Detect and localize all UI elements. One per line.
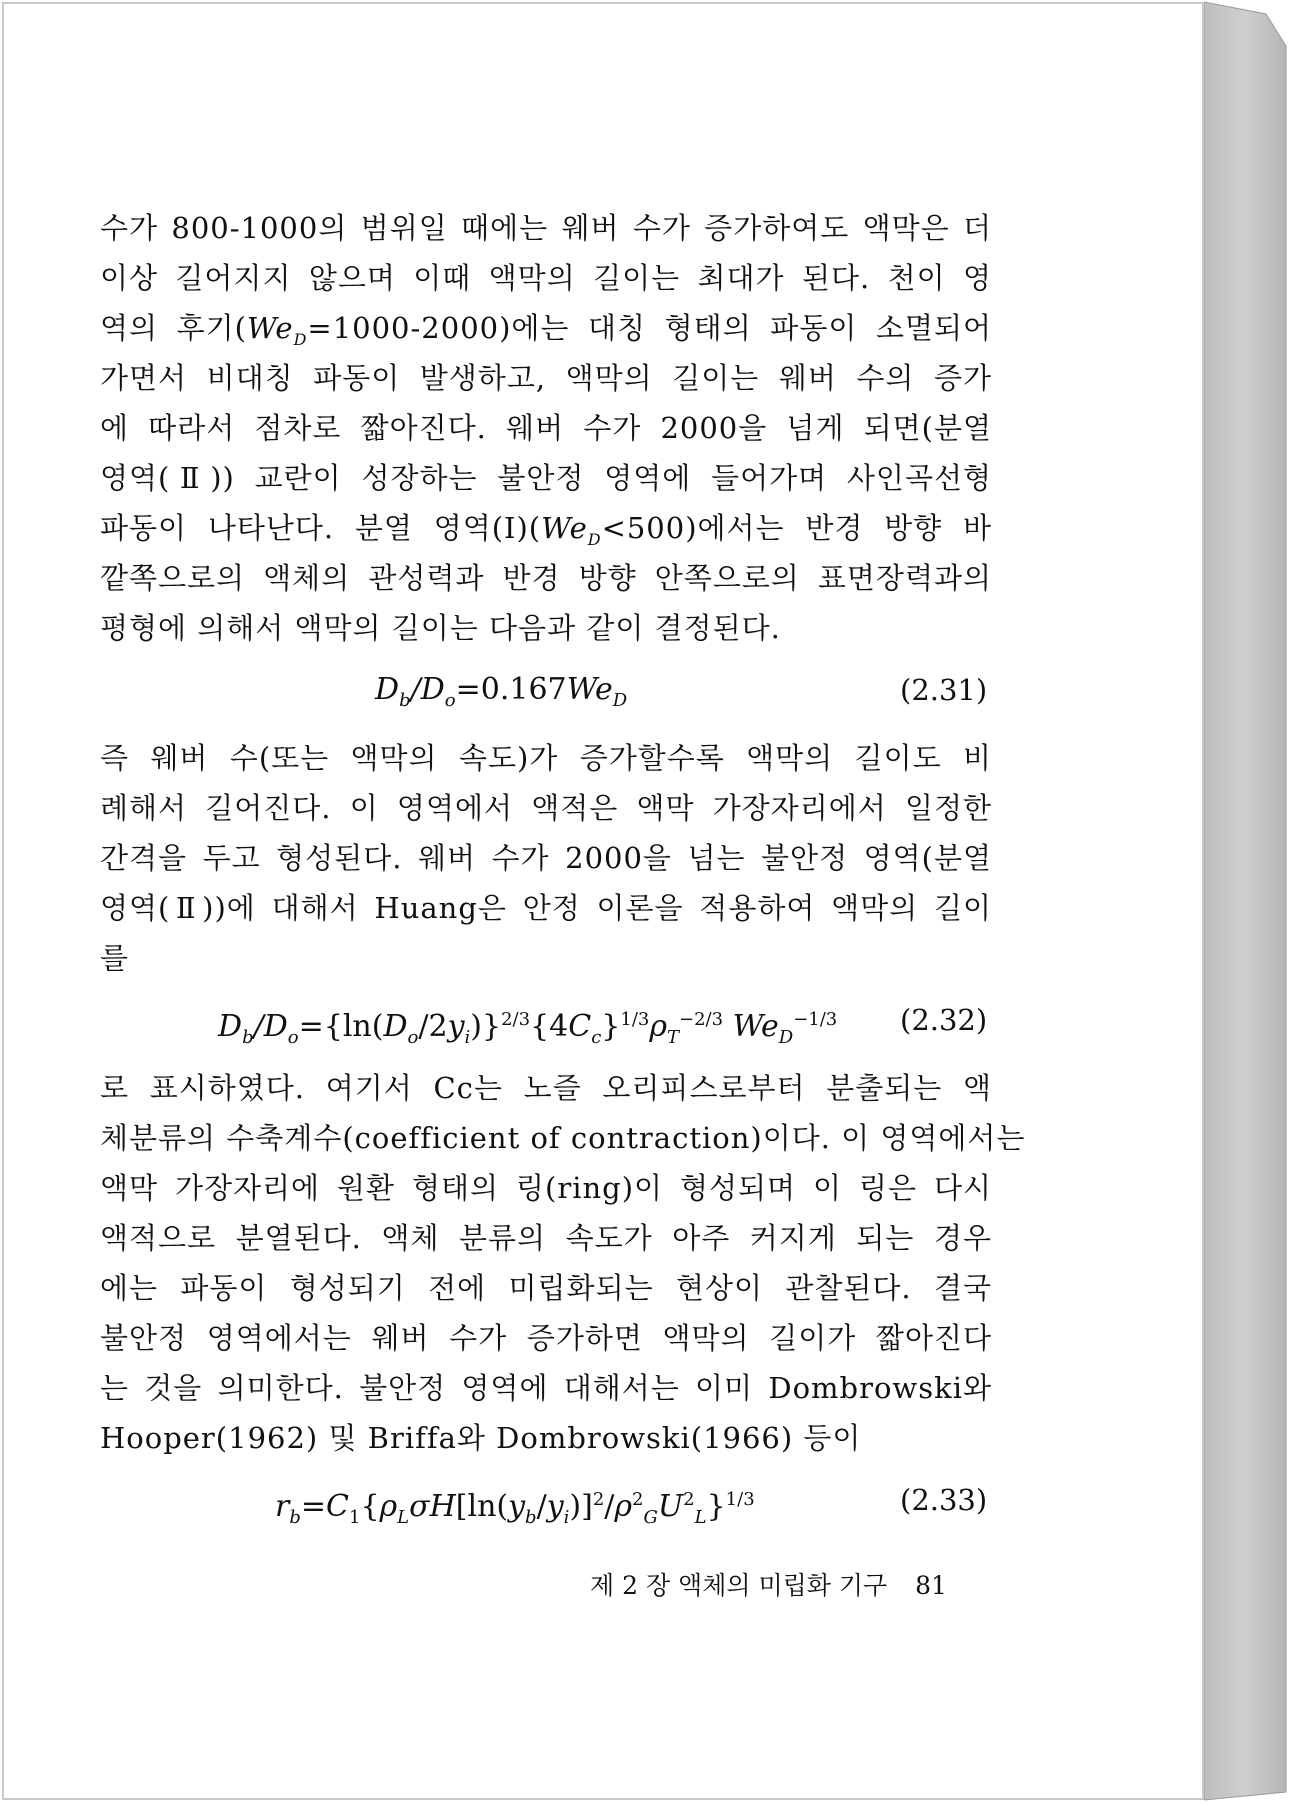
text-segment: =1000-2000)에는 대칭 형태의 파동이 소멸되어 xyxy=(307,311,992,345)
text-segment: 역의 후기( xyxy=(100,311,247,345)
page-footer xyxy=(590,1568,947,1604)
text-line xyxy=(100,508,992,560)
text-line: 에는 파동이 형성되기 전에 미립화되는 현상이 관찰된다. 결국 xyxy=(100,1271,992,1305)
equation-number: (2.32) xyxy=(900,1003,988,1037)
text-line: 액적으로 분열된다. 액체 분류의 속도가 아주 커지게 되는 경우 xyxy=(100,1221,992,1255)
text-line: 이상 길어지지 않으며 이때 액막의 길이는 최대가 된다. 천이 영 xyxy=(100,261,992,295)
text-line: 체분류의 수축계수(coefficient of contraction)이다. 이 영역에서는 xyxy=(100,1121,1026,1155)
weber-symbol: We xyxy=(541,511,588,545)
equation-2-33: $r_b=C_1\{\rho_L\sigma H[\ln(y_b/y_i)]^2/\rho^2_GU^2_L\}^{1/3}$ xyxy=(275,1489,755,1528)
subscript: D xyxy=(293,329,308,349)
chapter-title: 제 2 장 액체의 미립화 기구 xyxy=(590,1571,888,1600)
text-segment: 파동이 나타난다. 분열 영역(I)( xyxy=(100,511,542,545)
text-line xyxy=(100,308,992,360)
equation-2-32: $D_b/D_o=\{\ln(D_o/2y_i)\}^{2/3}\{4C_c\}^{1/3}\rho_T^{-2/3}$ $We_D^{-1/3}$ xyxy=(218,1009,838,1048)
text-line: 영역(Ⅱ)) 교란이 성장하는 불안정 영역에 들어가며 사인곡선형 xyxy=(100,461,992,495)
text-line: 수가 800-1000의 범위일 때에는 웨버 수가 증가하여도 액막은 더 xyxy=(100,211,992,245)
text-line: 를 xyxy=(100,941,130,975)
equation-number: (2.33) xyxy=(900,1483,988,1517)
subscript: D xyxy=(587,529,602,549)
text-line: 간격을 두고 형성된다. 웨버 수가 2000을 넘는 불안정 영역(분열 xyxy=(100,841,992,875)
page-number: 81 xyxy=(915,1571,947,1600)
text-line: Hooper(1962) 및 Briffa와 Dombrowski(1966) 등이 xyxy=(100,1421,862,1455)
text-line: 평형에 의해서 액막의 길이는 다음과 같이 결정된다. xyxy=(100,611,781,645)
text-segment: <500)에서는 반경 방향 바 xyxy=(601,511,992,545)
equation-2-31: $D_b/D_o=0.167We_D$ xyxy=(375,672,628,711)
text-line: 가면서 비대칭 파동이 발생하고, 액막의 길이는 웨버 수의 증가 xyxy=(100,361,992,395)
equation-number: (2.31) xyxy=(900,673,988,707)
text-line: 액막 가장자리에 원환 형태의 링(ring)이 형성되며 이 링은 다시 xyxy=(100,1171,992,1205)
text-line: 즉 웨버 수(또는 액막의 속도)가 증가할수록 액막의 길이도 비 xyxy=(100,741,992,775)
book-spine xyxy=(1204,0,1291,1806)
text-line: 로 표시하였다. 여기서 Cc는 노즐 오리피스로부터 분출되는 액 xyxy=(100,1071,992,1105)
text-line: 는 것을 의미한다. 불안정 영역에 대해서는 이미 Dombrowski와 xyxy=(100,1371,992,1405)
text-line: 례해서 길어진다. 이 영역에서 액적은 액막 가장자리에서 일정한 xyxy=(100,791,992,825)
text-line: 깥쪽으로의 액체의 관성력과 반경 방향 안쪽으로의 표면장력과의 xyxy=(100,561,992,595)
text-line: 에 따라서 점차로 짧아진다. 웨버 수가 2000을 넘게 되면(분열 xyxy=(100,411,992,445)
weber-symbol: We xyxy=(246,311,294,345)
text-line: 불안정 영역에서는 웨버 수가 증가하면 액막의 길이가 짧아진다 xyxy=(100,1321,992,1355)
text-line: 영역(Ⅱ))에 대해서 Huang은 안정 이론을 적용하여 액막의 길이 xyxy=(100,891,992,925)
